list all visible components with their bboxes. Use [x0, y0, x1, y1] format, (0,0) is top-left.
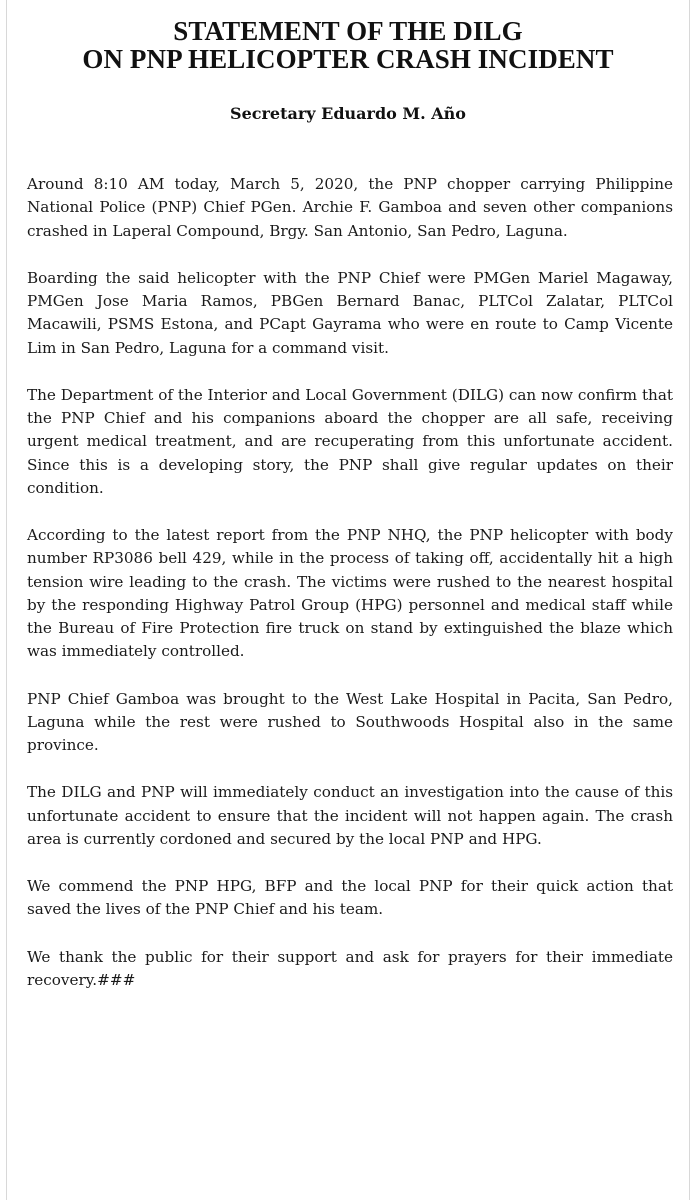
paragraph-closing: We thank the public for their support and ask for prayers for their immediate recovery.###	[27, 947, 673, 989]
paragraph-status-confirmation: The Department of the Interior and Local Government (DILG) can now confirm that the PNP Chief and his companions aboard the chopper are all safe, receiving urgent medical treatment, and are recuperating from this unfortunate accident. Since this is a developing story, the PNP shall give regular updates on their condition.	[27, 385, 673, 497]
document-page	[6, 0, 690, 1200]
paragraph-commendation: We commend the PNP HPG, BFP and the local PNP for their quick action that saved the lives of the PNP Chief and his team.	[27, 877, 673, 919]
title-line-2: ON PNP HELICOPTER CRASH INCIDENT	[82, 44, 614, 74]
title-line-1: STATEMENT OF THE DILG	[173, 16, 523, 46]
paragraph-crash-details: According to the latest report from the PNP NHQ, the PNP helicopter with body number RP3086 bell 429, while in the process of taking off, accidentally hit a high tension wire leading to the crash. The victims were rushed to the nearest hospital by the responding Highway Patrol Group (HPG) personnel and medical staff while the Bureau of Fire Protection fire truck on stand by extinguished the blaze which was immediately controlled.	[27, 526, 673, 661]
author-line: Secretary Eduardo M. Año	[230, 104, 466, 123]
statement-body	[27, 173, 673, 1016]
paragraph-investigation: The DILG and PNP will immediately conduct an investigation into the cause of this unfortunate accident to ensure that the incident will not happen again. The crash area is currently cordoned and secured by the local PNP and HPG.	[27, 783, 673, 848]
paragraph-incident-summary: Around 8:10 AM today, March 5, 2020, the PNP chopper carrying Philippine National Police (PNP) Chief PGen. Archie F. Gamboa and seven other companions crashed in Laperal Compound, Brgy. San Antonio, San Pedro, Laguna.	[27, 175, 673, 240]
paragraph-passengers: Boarding the said helicopter with the PNP Chief were PMGen Mariel Magaway, PMGen Jose Maria Ramos, PBGen Bernard Banac, PLTCol Zalatar, PLTCol Macawili, PSMS Estona, and PCapt Gayrama who were en route to Camp Vicente Lim in San Pedro, Laguna for a command visit.	[27, 268, 673, 357]
paragraph-hospitals: PNP Chief Gamboa was brought to the West Lake Hospital in Pacita, San Pedro, Laguna while the rest were rushed to Southwoods Hospital also in the same province.	[27, 689, 673, 754]
document-title	[7, 17, 689, 73]
